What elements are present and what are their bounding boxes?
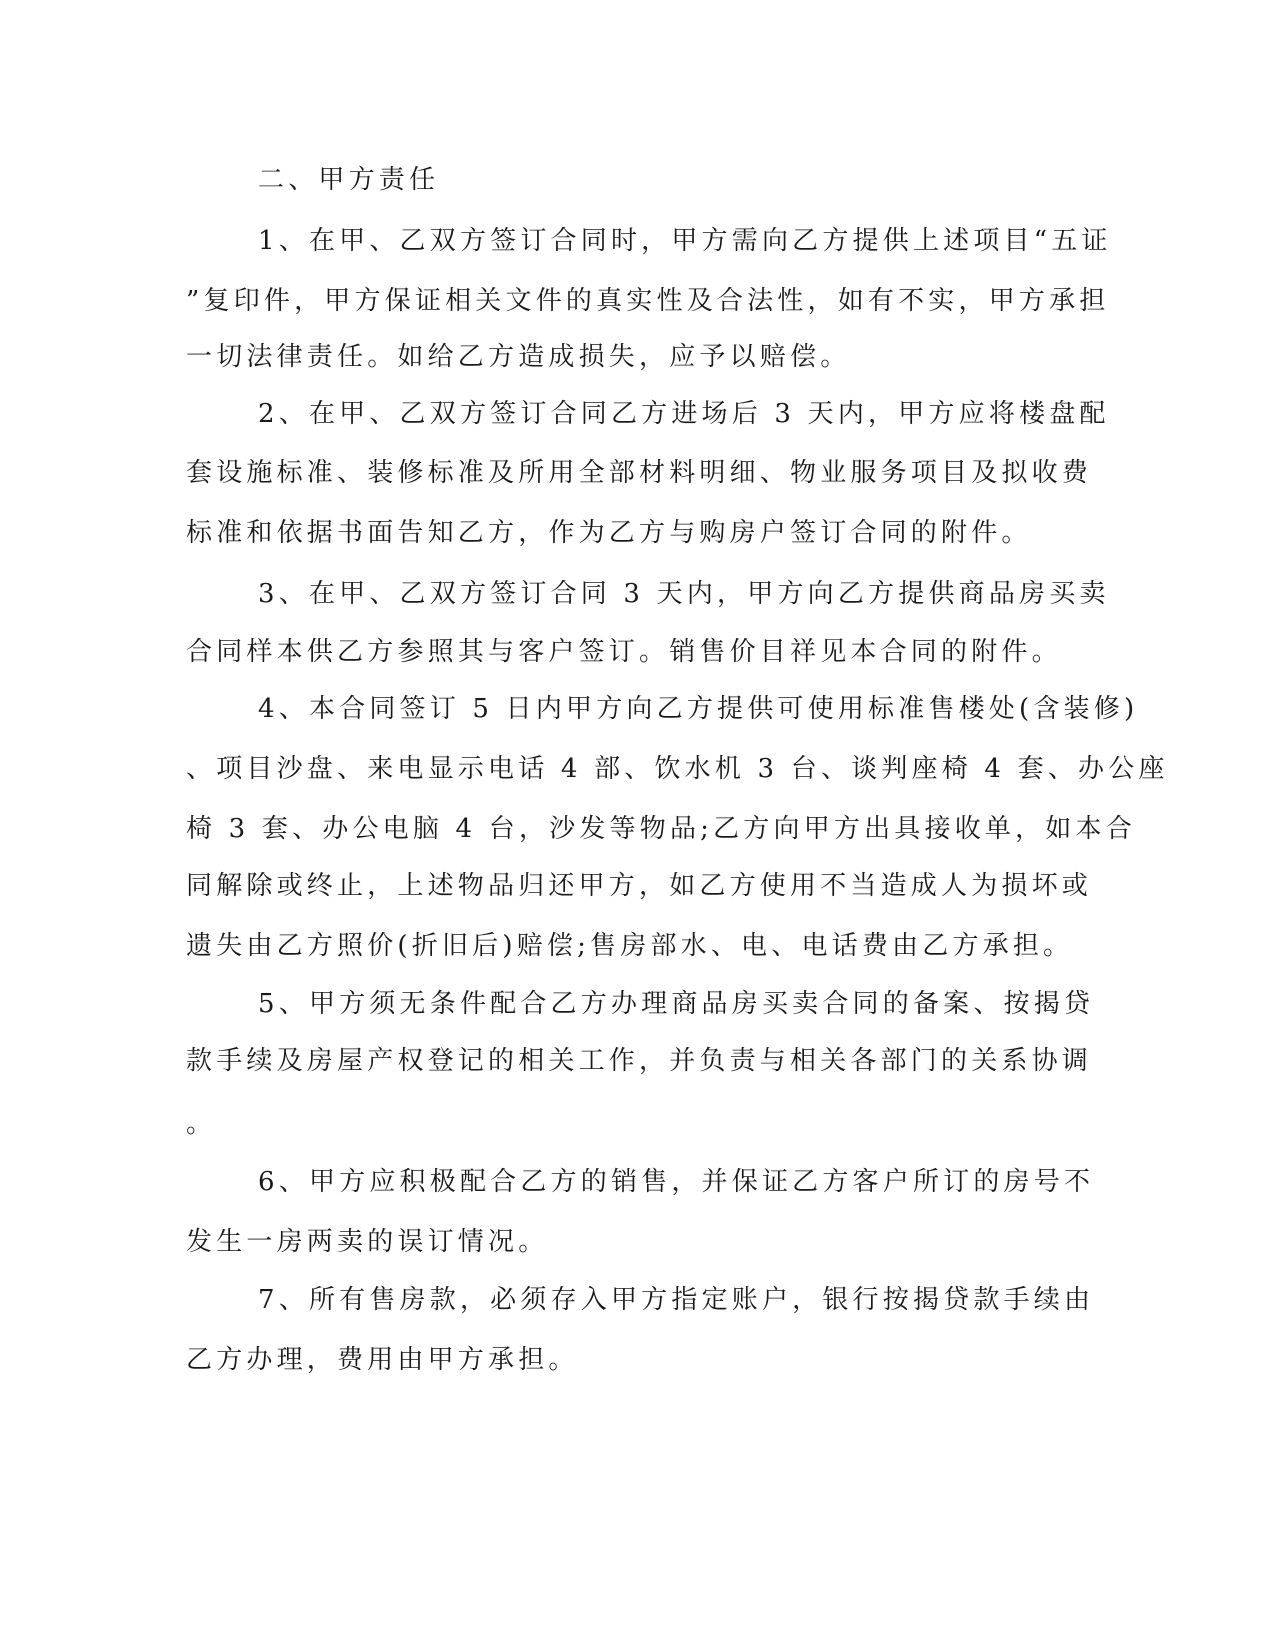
paragraph-2-line-3: 标准和依据书面告知乙方，作为乙方与购房户签订合同的附件。 [186,518,1032,548]
paragraph-6-line-1: 6、甲方应积极配合乙方的销售，并保证乙方客户所订的房号不 [258,1167,1095,1197]
paragraph-3-line-2: 合同样本供乙方参照其与客户签订。销售价目祥见本合同的附件。 [186,637,1062,667]
paragraph-6-line-2: 发生一房两卖的误订情况。 [186,1227,549,1257]
paragraph-4-line-3: 椅 3 套、办公电脑 4 台，沙发等物品;乙方向甲方出具接收单，如本合 [186,814,1136,844]
paragraph-5-line-3: 。 [186,1109,217,1139]
paragraph-1-line-2: ”复印件，甲方保证相关文件的真实性及合法性，如有不实，甲方承担 [186,286,1110,316]
paragraph-4-line-5: 遗失由乙方照价(折旧后)赔偿;售房部水、电、电话费由乙方承担。 [186,931,1074,961]
paragraph-5-line-1: 5、甲方须无条件配合乙方办理商品房买卖合同的备案、按揭贷 [258,989,1095,1019]
paragraph-7-line-1: 7、所有售房款，必须存入甲方指定账户，银行按揭贷款手续由 [258,1285,1095,1315]
paragraph-1-line-1: 1、在甲、乙双方签订合同时，甲方需向乙方提供上述项目“五证 [258,226,1112,256]
paragraph-7-line-2: 乙方办理，费用由甲方承担。 [186,1345,579,1375]
paragraph-2-line-1: 2、在甲、乙双方签订合同乙方进场后 3 天内，甲方应将楼盘配 [258,399,1110,429]
paragraph-4-line-2: 、项目沙盘、来电显示电话 4 部、饮水机 3 台、谈判座椅 4 套、办公座 [186,754,1169,784]
paragraph-4-line-4: 同解除或终止，上述物品归还甲方，如乙方使用不当造成人为损坏或 [186,871,1093,901]
section-heading: 二、甲方责任 [258,165,440,195]
paragraph-1-line-3: 一切法律责任。如给乙方造成损失，应予以赔偿。 [186,342,851,372]
paragraph-2-line-2: 套设施标准、装修标准及所用全部材料明细、物业服务项目及拟收费 [186,458,1093,488]
paragraph-5-line-2: 款手续及房屋产权登记的相关工作，并负责与相关各部门的关系协调 [186,1046,1093,1076]
paragraph-4-line-1: 4、本合同签订 5 日内甲方向乙方提供可使用标准售楼处(含装修) [258,694,1139,724]
paragraph-3-line-1: 3、在甲、乙双方签订合同 3 天内，甲方向乙方提供商品房买卖 [258,579,1110,609]
